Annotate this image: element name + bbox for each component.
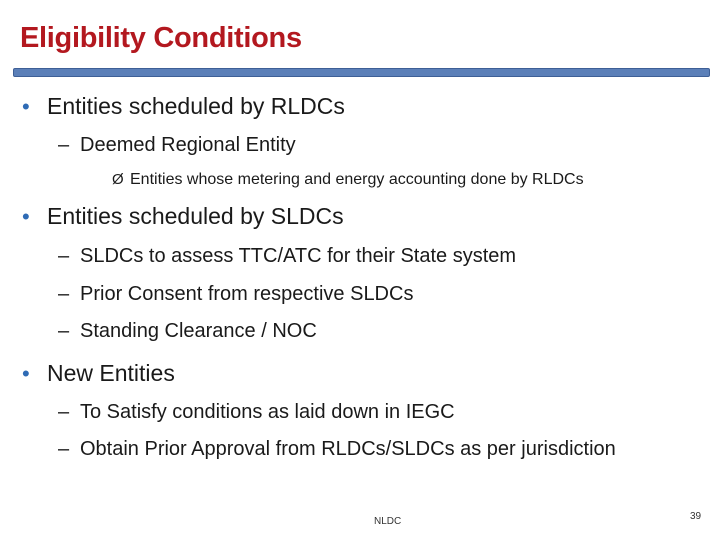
subitem-text: SLDCs to assess TTC/ATC for their State system — [80, 245, 517, 267]
bullet-item-sldc — [22, 203, 344, 230]
subitem-prior-approval — [58, 438, 616, 461]
page-number: 39 — [690, 511, 702, 522]
subitem-standing-clearance — [58, 320, 317, 343]
title-underline-bar — [13, 68, 710, 77]
subitem-text: Standing Clearance / NOC — [80, 320, 317, 342]
subitem-iegc — [58, 401, 455, 424]
dash-icon: – — [58, 283, 70, 305]
subitem-prior-consent — [58, 283, 413, 306]
bullet-item-rldc — [22, 93, 345, 120]
bullet-icon: • — [22, 94, 30, 119]
dash-icon: – — [58, 320, 70, 342]
bullet-icon: • — [22, 204, 30, 229]
dash-icon: – — [58, 245, 70, 267]
subsubitem-text: Entities whose metering and energy accounting done by RLDCs — [130, 171, 584, 188]
bullet-icon: • — [22, 361, 30, 386]
bullet-item-new-entities — [22, 360, 175, 387]
slide-title: Eligibility Conditions — [20, 22, 302, 54]
subitem-text: Prior Consent from respective SLDCs — [80, 283, 414, 305]
subitem-text: Deemed Regional Entity — [80, 134, 296, 156]
bullet-text: Entities scheduled by SLDCs — [47, 203, 344, 229]
arrow-icon: Ø — [112, 171, 124, 188]
bullet-text: New Entities — [47, 360, 175, 386]
footer-label: NLDC — [374, 516, 402, 527]
subitem-deemed-regional-entity — [58, 134, 296, 157]
subsubitem-metering — [112, 171, 584, 189]
subitem-ttc-atc — [58, 245, 516, 268]
dash-icon: – — [58, 401, 70, 423]
bullet-text: Entities scheduled by RLDCs — [47, 93, 345, 119]
dash-icon: – — [58, 438, 70, 460]
subitem-text: To Satisfy conditions as laid down in IEGC — [80, 401, 455, 423]
dash-icon: – — [58, 134, 70, 156]
subitem-text: Obtain Prior Approval from RLDCs/SLDCs as per jurisdiction — [80, 438, 616, 460]
